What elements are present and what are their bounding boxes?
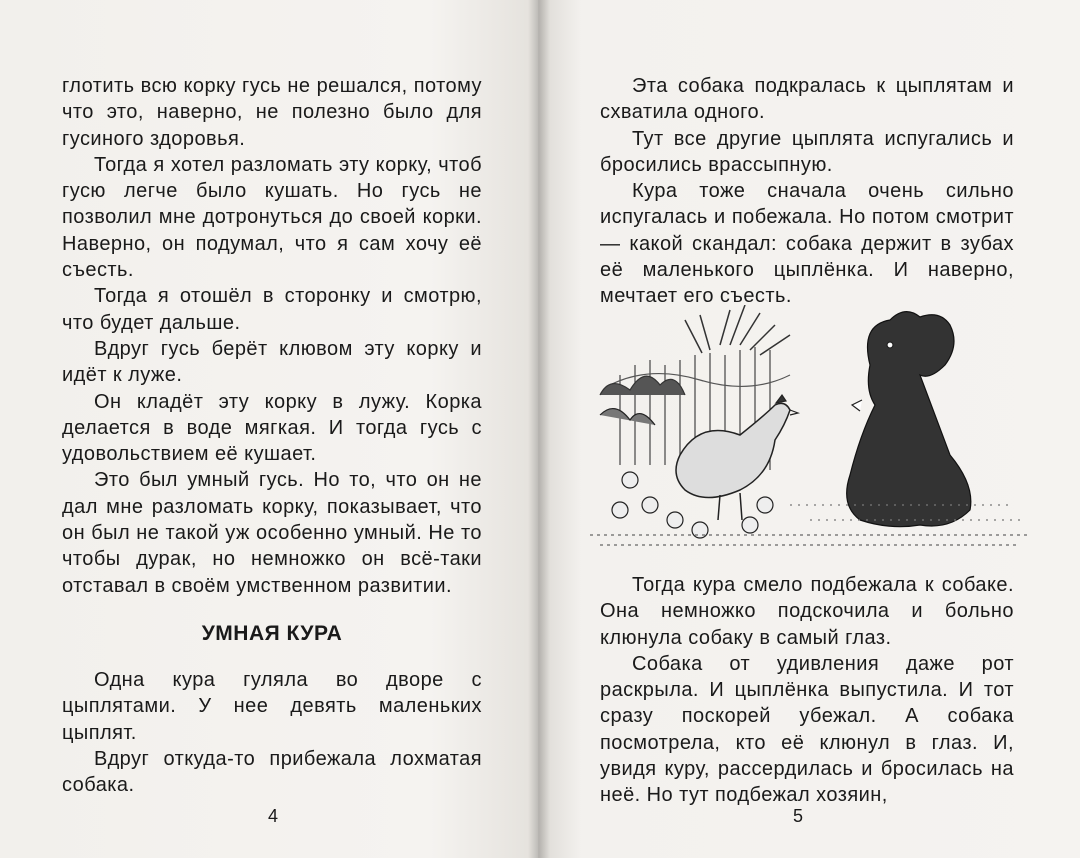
book-gutter: [528, 0, 550, 858]
paragraph: Собака от удивления даже рот раскрыла. И цыплёнка выпустила. И тот сразу поскорей убежал. А собака посмотрела, кто её клюнул в глаз. И, увидя куру, рассердилась и бросилась на неё. Но тут подбежал хозяин,: [600, 652, 1014, 807]
paragraph: Это был умный гусь. Но то, что он не дал мне разломать корку, показывает, что он был не такой уж особенно умный. Не то чтобы дурак, но немножко он всё-таки отставал в своём умственном развитии.: [62, 469, 482, 597]
hen-and-dog-illustration: [590, 305, 1030, 555]
page-number: 5: [793, 806, 804, 826]
paragraph: Вдруг гусь берёт клювом эту корку и идёт к луже.: [62, 337, 482, 387]
left-bottom-text: [62, 667, 482, 798]
paragraph: Тогда кура смело подбежала к собаке. Она немножко подскочила и больно клюнула собаку в самый глаз.: [600, 574, 1014, 649]
left-page: [0, 0, 538, 858]
paragraph: Одна кура гуляла во дворе с цыплятами. У нее девять маленьких цыплят.: [62, 669, 482, 744]
right-top-text: [600, 73, 1014, 310]
right-bottom-text: [600, 572, 1014, 809]
paragraph: Он кладёт эту корку в лужу. Корка делается в воде мягкая. И тогда гусь с удовольствием её кушает.: [62, 390, 482, 466]
paragraph: Кура тоже сначала очень сильно испугалась и побежала. Но потом смотрит — какой скандал: собака держит в зубах её маленького цыплёнка. И наверно, мечтает его съесть.: [600, 180, 1014, 308]
paragraph: Эта собака подкралась к цыплятам и схватила одного.: [600, 75, 1014, 124]
paragraph: Тогда я хотел разломать эту корку, чтоб гусю легче было кушать. Но гусь не позволил мне дотронуться до своей корки. Наверно, он подумал, что я сам хочу её съесть.: [62, 153, 482, 282]
story-title: УМНАЯ КУРА: [201, 622, 343, 645]
paragraph: Вдруг откуда-то прибежала лохматая собака.: [62, 747, 482, 797]
paragraph: Тогда я отошёл в сторонку и смотрю, что будет дальше.: [62, 285, 482, 334]
left-top-text: [62, 73, 482, 599]
paragraph: глотить всю корку гусь не решался, потому что это, наверно, не полезно было для гусиного здоровья.: [62, 75, 482, 150]
page-number: 4: [268, 806, 279, 826]
paragraph: Тут все другие цыплята испугались и бросились врассыпную.: [600, 127, 1014, 176]
right-page: [538, 0, 1080, 858]
